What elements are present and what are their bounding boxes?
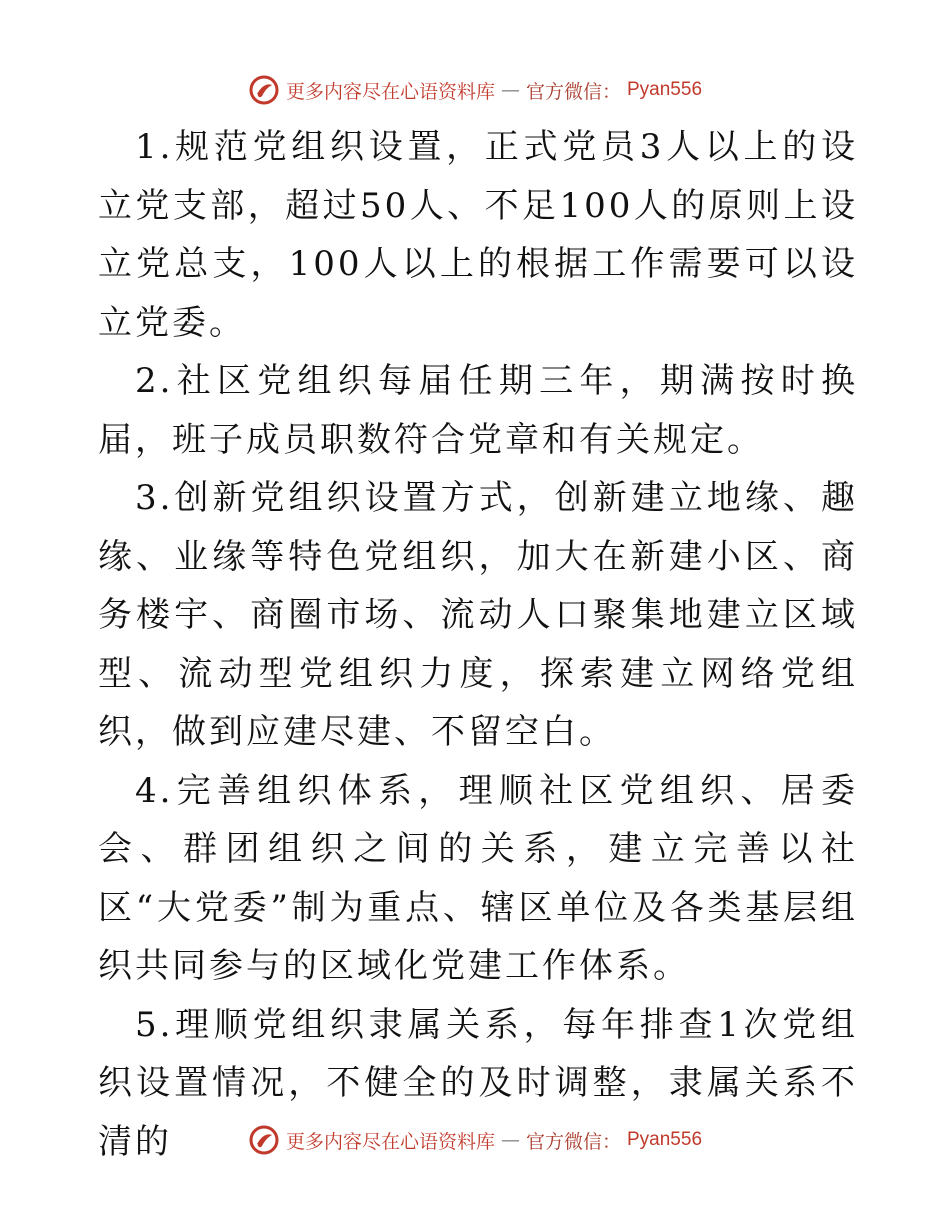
watermark-separator: — [500,79,520,101]
brand-logo-icon [248,1124,280,1156]
watermark-brand: 更多内容尽在心语资料库 [285,80,495,103]
paragraph-1: 1.规范党组织设置，正式党员3人以上的设立党支部，超过50人、不足100人的原则上设立党总支，100人以上的根据工作需要可以设立党委。 [98,127,858,343]
paragraph-4: 4.完善组织体系，理顺社区党组织、居委会、群团组织之间的关系，建立完善以社区“大党委”制为重点、辖区单位及各类基层组织共同参与的区域化党建工作体系。 [98,770,858,986]
document-body [98,118,858,1171]
header-watermark [0,74,950,106]
watermark-wechat-id: Pyan556 [627,79,703,100]
paragraph-3: 3.创新党组织设置方式，创新建立地缘、趣缘、业缘等特色党组织，加大在新建小区、商务楼宇、商圈市场、流动人口聚集地建立区域型、流动型党组织力度，探索建立网络党组织，做到应建尽建、不留空白。 [98,478,858,752]
watermark-wechat-id: Pyan556 [627,1129,703,1150]
watermark-separator: — [500,1129,520,1151]
brand-logo-icon [248,74,280,106]
watermark-wechat-label: 官方微信： [525,1130,621,1153]
watermark-wechat-label: 官方微信： [525,80,621,103]
paragraph-2: 2.社区党组织每届任期三年，期满按时换届，班子成员职数符合党章和有关规定。 [98,361,858,460]
paragraph-5: 5.理顺党组织隶属关系，每年排查1次党组织设置情况，不健全的及时调整，隶属关系不清的 [98,1004,858,1162]
footer-watermark [0,1124,950,1156]
watermark-brand: 更多内容尽在心语资料库 [285,1130,495,1153]
